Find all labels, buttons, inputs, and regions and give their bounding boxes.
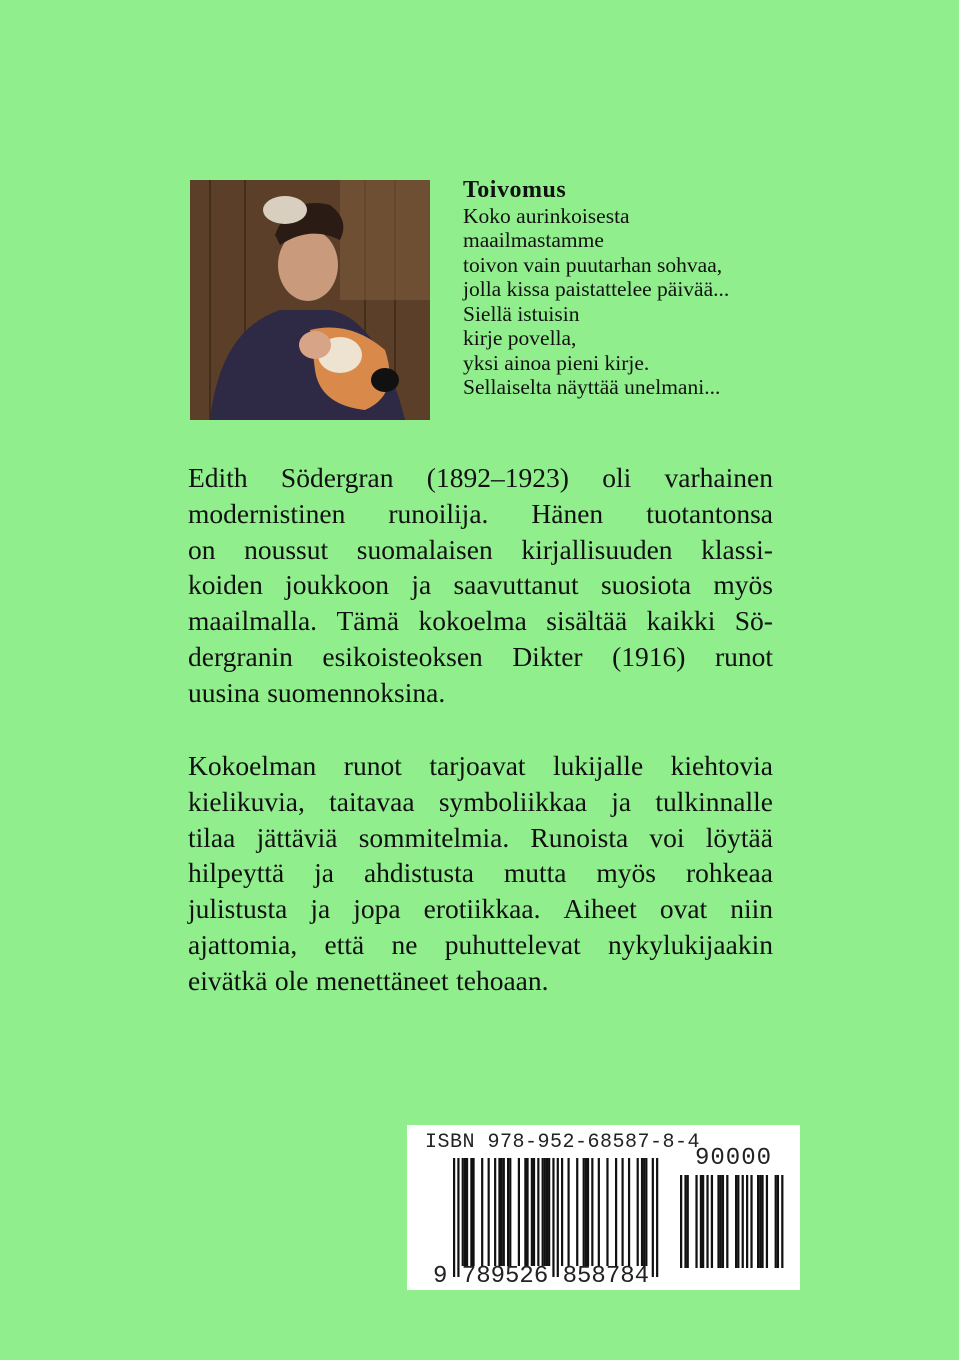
addon-bar [781,1175,783,1268]
barcode-bar [552,1158,554,1277]
barcode-bar [628,1158,630,1266]
addon-bar [720,1175,722,1268]
barcode-bar [518,1158,520,1266]
addon-number: 90000 [695,1145,773,1172]
barcode-bar [533,1158,535,1266]
barcode-bar [652,1158,654,1277]
poem-line: toivon vain puutarhan sohvaa, [463,252,723,277]
barcode-bar [561,1158,563,1266]
addon-bar [742,1175,744,1268]
barcode-bar [507,1158,509,1266]
barcode-bar [472,1158,474,1266]
barcode-bar [537,1158,539,1266]
barcode-bar [524,1158,526,1266]
addon-bar [711,1175,713,1268]
addon-bar [717,1175,719,1268]
text-line: Edith Södergran (1892–1923) oli varhainen [188,462,773,493]
poem-line: kirje povella, [463,326,577,350]
barcode-bar [494,1158,496,1266]
poem-line: Sellaiselta näyttää unelmani... [463,375,721,399]
addon-bar [766,1175,768,1268]
addon-bar [775,1175,777,1268]
addon-bar [726,1175,728,1268]
poem-line: maailmastamme [463,228,604,252]
barcode-bar [615,1158,617,1266]
isbn-label: ISBN 978-952-68587-8-4 [425,1131,701,1154]
text-line: maailmalla. Tämä kokoelma sisältää kaikki Sö- [188,605,773,637]
barcode-bar [656,1158,658,1277]
addon-bar [750,1175,752,1268]
barcode-bar [464,1158,466,1266]
barcode-bar [606,1158,608,1266]
addon-bar [759,1175,761,1268]
barcode-bar [462,1158,464,1266]
text-line: modernistinen runoilija. Hänen tuotantonsa [188,497,773,529]
addon-bar [700,1175,702,1268]
text-line: eivätkä ole menettäneet tehoaan. [188,964,549,996]
barcode-bar [542,1158,544,1266]
addon-bar [735,1175,737,1268]
text-line: kielikuvia, taitavaa symboliikkaa ja tulkinnalle [188,785,773,817]
barcode-bar [509,1158,511,1266]
barcode-bar [501,1158,503,1266]
description-paragraph-2 [188,748,773,999]
addon-bar [695,1175,697,1268]
ean-digits: 9 789526 858784 [433,1263,650,1290]
addon-bar [687,1175,689,1268]
text-line: uusina suomennoksina. [188,676,446,708]
barcode-bar [503,1158,505,1266]
addon-bar [777,1175,779,1268]
author-photo [190,180,430,420]
poem-title: Toivomus [463,177,567,203]
addon-bar [684,1175,686,1268]
addon-bar [737,1175,739,1268]
description-paragraph-1 [188,460,773,711]
barcode-bar [557,1158,559,1277]
isbn-barcode [407,1125,800,1290]
barcode-bar [453,1158,455,1277]
addon-bar [757,1175,759,1268]
text-line: julistusta ja jopa erotiikkaa. Aiheet ovat niin [188,893,773,925]
addon-bar [722,1175,724,1268]
text-line: dergranin esikoisteoksen Dikter (1916) runot [188,640,773,672]
addon-bar [702,1175,704,1268]
barcode-bar [466,1158,468,1266]
addon-bar [761,1175,763,1268]
barcode-bar [488,1158,490,1266]
poem-line: yksi ainoa pieni kirje. [463,350,650,375]
text-line: hilpeyttä ja ahdistusta mutta myös rohkeaa [188,857,773,889]
barcode-bar [567,1158,569,1266]
barcode-bar [641,1158,643,1266]
addon-bar [706,1175,708,1268]
barcode-bar [583,1158,585,1266]
barcode-bar [643,1158,645,1266]
text-line: tilaa jättäviä sommitelmia. Runoista voi löytää [188,821,773,853]
barcode-bar [645,1158,647,1266]
barcode-bar [457,1158,459,1277]
text-line: on noussut suomalaisen kirjallisuuden klassi- [188,533,773,565]
barcode-bar [548,1158,550,1266]
barcode-bar [621,1158,623,1266]
text-line: koiden joukkoon ja saavuttanut suosiota myös [188,569,773,601]
poem [463,178,793,400]
poem-line: Koko aurinkoisesta [463,203,630,228]
text-line: Kokoelman runot tarjoavat lukijalle kiehtovia [188,750,773,781]
text-line: ajattomia, että ne puhuttelevat nykylukijaakin [188,928,773,960]
barcode-bar [576,1158,578,1266]
barcode-bar [546,1158,548,1266]
barcode-bar [591,1158,593,1266]
barcode-bar [498,1158,500,1266]
barcode-bar [470,1158,472,1266]
barcode-bar [585,1158,587,1266]
barcode-bar [598,1158,600,1266]
barcode-bar [544,1158,546,1266]
addon-bar [680,1175,682,1268]
barcode-bar [587,1158,589,1266]
poem-line: jolla kissa paistattelee päivää... [463,277,730,301]
barcode-bar [481,1158,483,1266]
addon-bar [746,1175,748,1268]
poem-line: Siellä istuisin [463,301,580,326]
barcode-bar [531,1158,533,1266]
barcode-bar [637,1158,639,1266]
barcode-bar [526,1158,528,1266]
